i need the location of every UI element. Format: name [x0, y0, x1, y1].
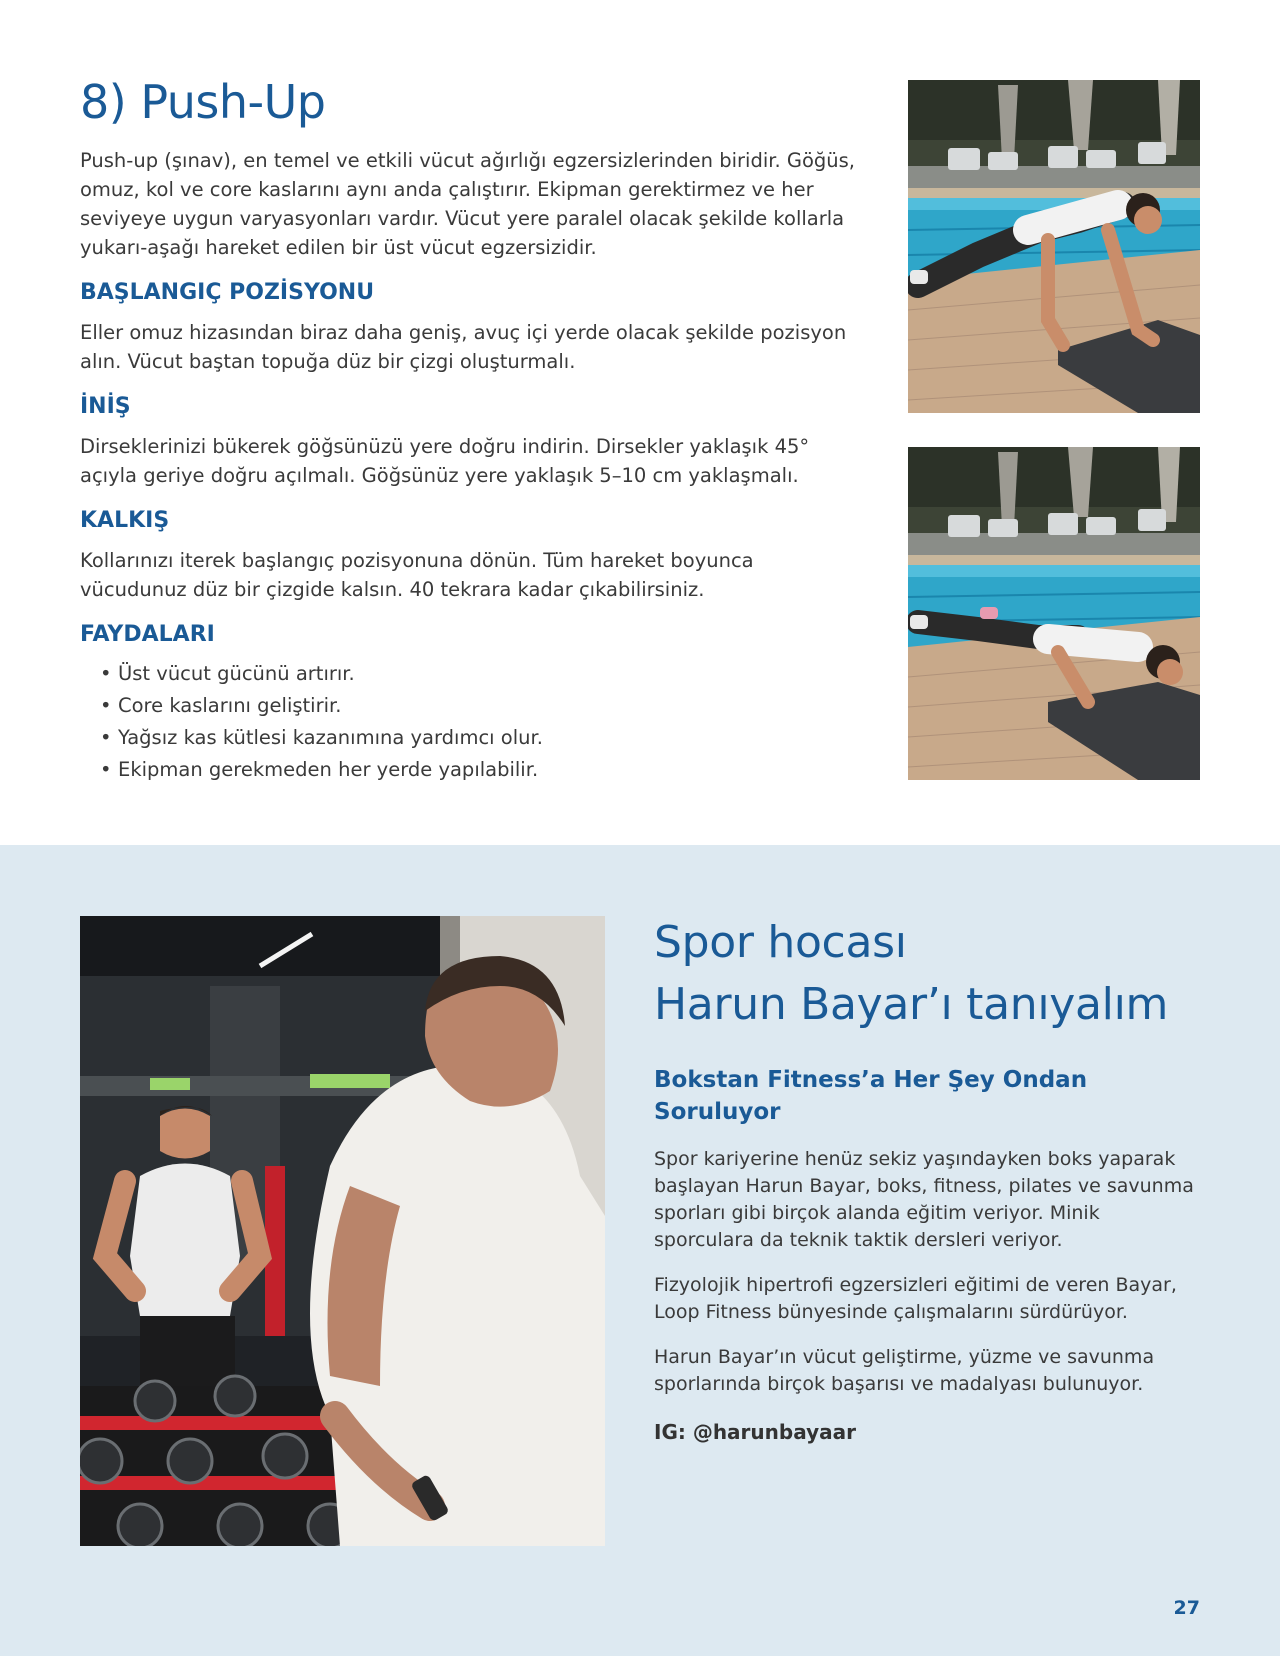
- section-text-up: Kollarınızı iterek başlangıç pozisyonuna dönün. Tüm hareket boyunca vücudunuz düz bir çizgide kalsın. 40 tekrara kadar çıkabilirsiniz.: [80, 549, 754, 601]
- benefits-list: [80, 658, 862, 786]
- trainer-photo: [80, 916, 605, 1546]
- pushup-start-illustration: [908, 80, 1200, 413]
- exercise-column: [80, 72, 862, 786]
- exercise-intro: Push-up (şınav), en temel ve etkili vücut ağırlığı egzersizlerinden biridir. Göğüs, omuz, kol ve core kaslarını aynı anda çalıştırır. Ekipman gerektirmez ve her seviyeye uygun varyasyonları vardır. Vücut yere paralel olacak şekilde kollarla yukarı-aşağı hareket edilen bir üst vücut egzersizidir.: [80, 149, 856, 259]
- section-heading-start: BAŞLANGIÇ POZİSYONU: [80, 280, 375, 305]
- instagram-handle: IG: @harunbayaar: [654, 1420, 856, 1444]
- benefit-item: • Üst vücut gücünü artırır.: [100, 658, 862, 690]
- benefit-item: • Ekipman gerekmeden her yerde yapılabilir.: [100, 754, 862, 786]
- bio-paragraph: Fizyolojik hipertrofi egzersizleri eğitimi de veren Bayar, Loop Fitness bünyesinde çalışmalarını sürdürüyor.: [654, 1274, 1177, 1323]
- benefit-item: • Yağsız kas kütlesi kazanımına yardımcı olur.: [100, 722, 862, 754]
- exercise-title: 8) Push-Up: [80, 75, 326, 129]
- bio-title-line2: Harun Bayar’ı tanıyalım: [654, 979, 1169, 1030]
- bio-paragraph: Harun Bayar’ın vücut geliştirme, yüzme ve savunma sporlarında birçok başarısı ve madalyası bulunuyor.: [654, 1346, 1155, 1395]
- pushup-start-photo: [908, 80, 1200, 413]
- pushup-down-photo: [908, 447, 1200, 780]
- section-text-start: Eller omuz hizasından biraz daha geniş, avuç içi yerde olacak şekilde pozisyon alın. Vücut baştan topuğa düz bir çizgi oluşturmalı.: [80, 321, 847, 373]
- benefit-item: • Core kaslarını geliştirir.: [100, 690, 862, 722]
- section-heading-up: KALKIŞ: [80, 508, 170, 533]
- pushup-down-illustration: [908, 447, 1200, 780]
- section-text-down: Dirseklerinizi bükerek göğsünüzü yere doğru indirin. Dirsekler yaklaşık 45° açıyla geriye doğru açılmalı. Göğsünüz yere yaklaşık 5–10 cm yaklaşmalı.: [80, 435, 810, 487]
- page-number: 27: [1173, 1597, 1200, 1619]
- bio-subtitle: Bokstan Fitness’a Her Şey Ondan Soruluyor: [654, 1067, 1088, 1125]
- benefits-heading: FAYDALARI: [80, 622, 215, 647]
- bio-paragraph: Spor kariyerine henüz sekiz yaşındayken boks yaparak başlayan Harun Bayar, boks, fitness, pilates ve savunma sporları gibi birçok alanda eğitim veriyor. Minik sporculara da teknik taktik dersleri veriyor.: [654, 1148, 1194, 1251]
- bio-title-line1: Spor hocası: [654, 917, 907, 968]
- bio-column: [654, 912, 1202, 1446]
- bio-title: [654, 912, 1202, 1036]
- section-heading-down: İNİŞ: [80, 394, 131, 419]
- trainer-illustration: [80, 916, 605, 1546]
